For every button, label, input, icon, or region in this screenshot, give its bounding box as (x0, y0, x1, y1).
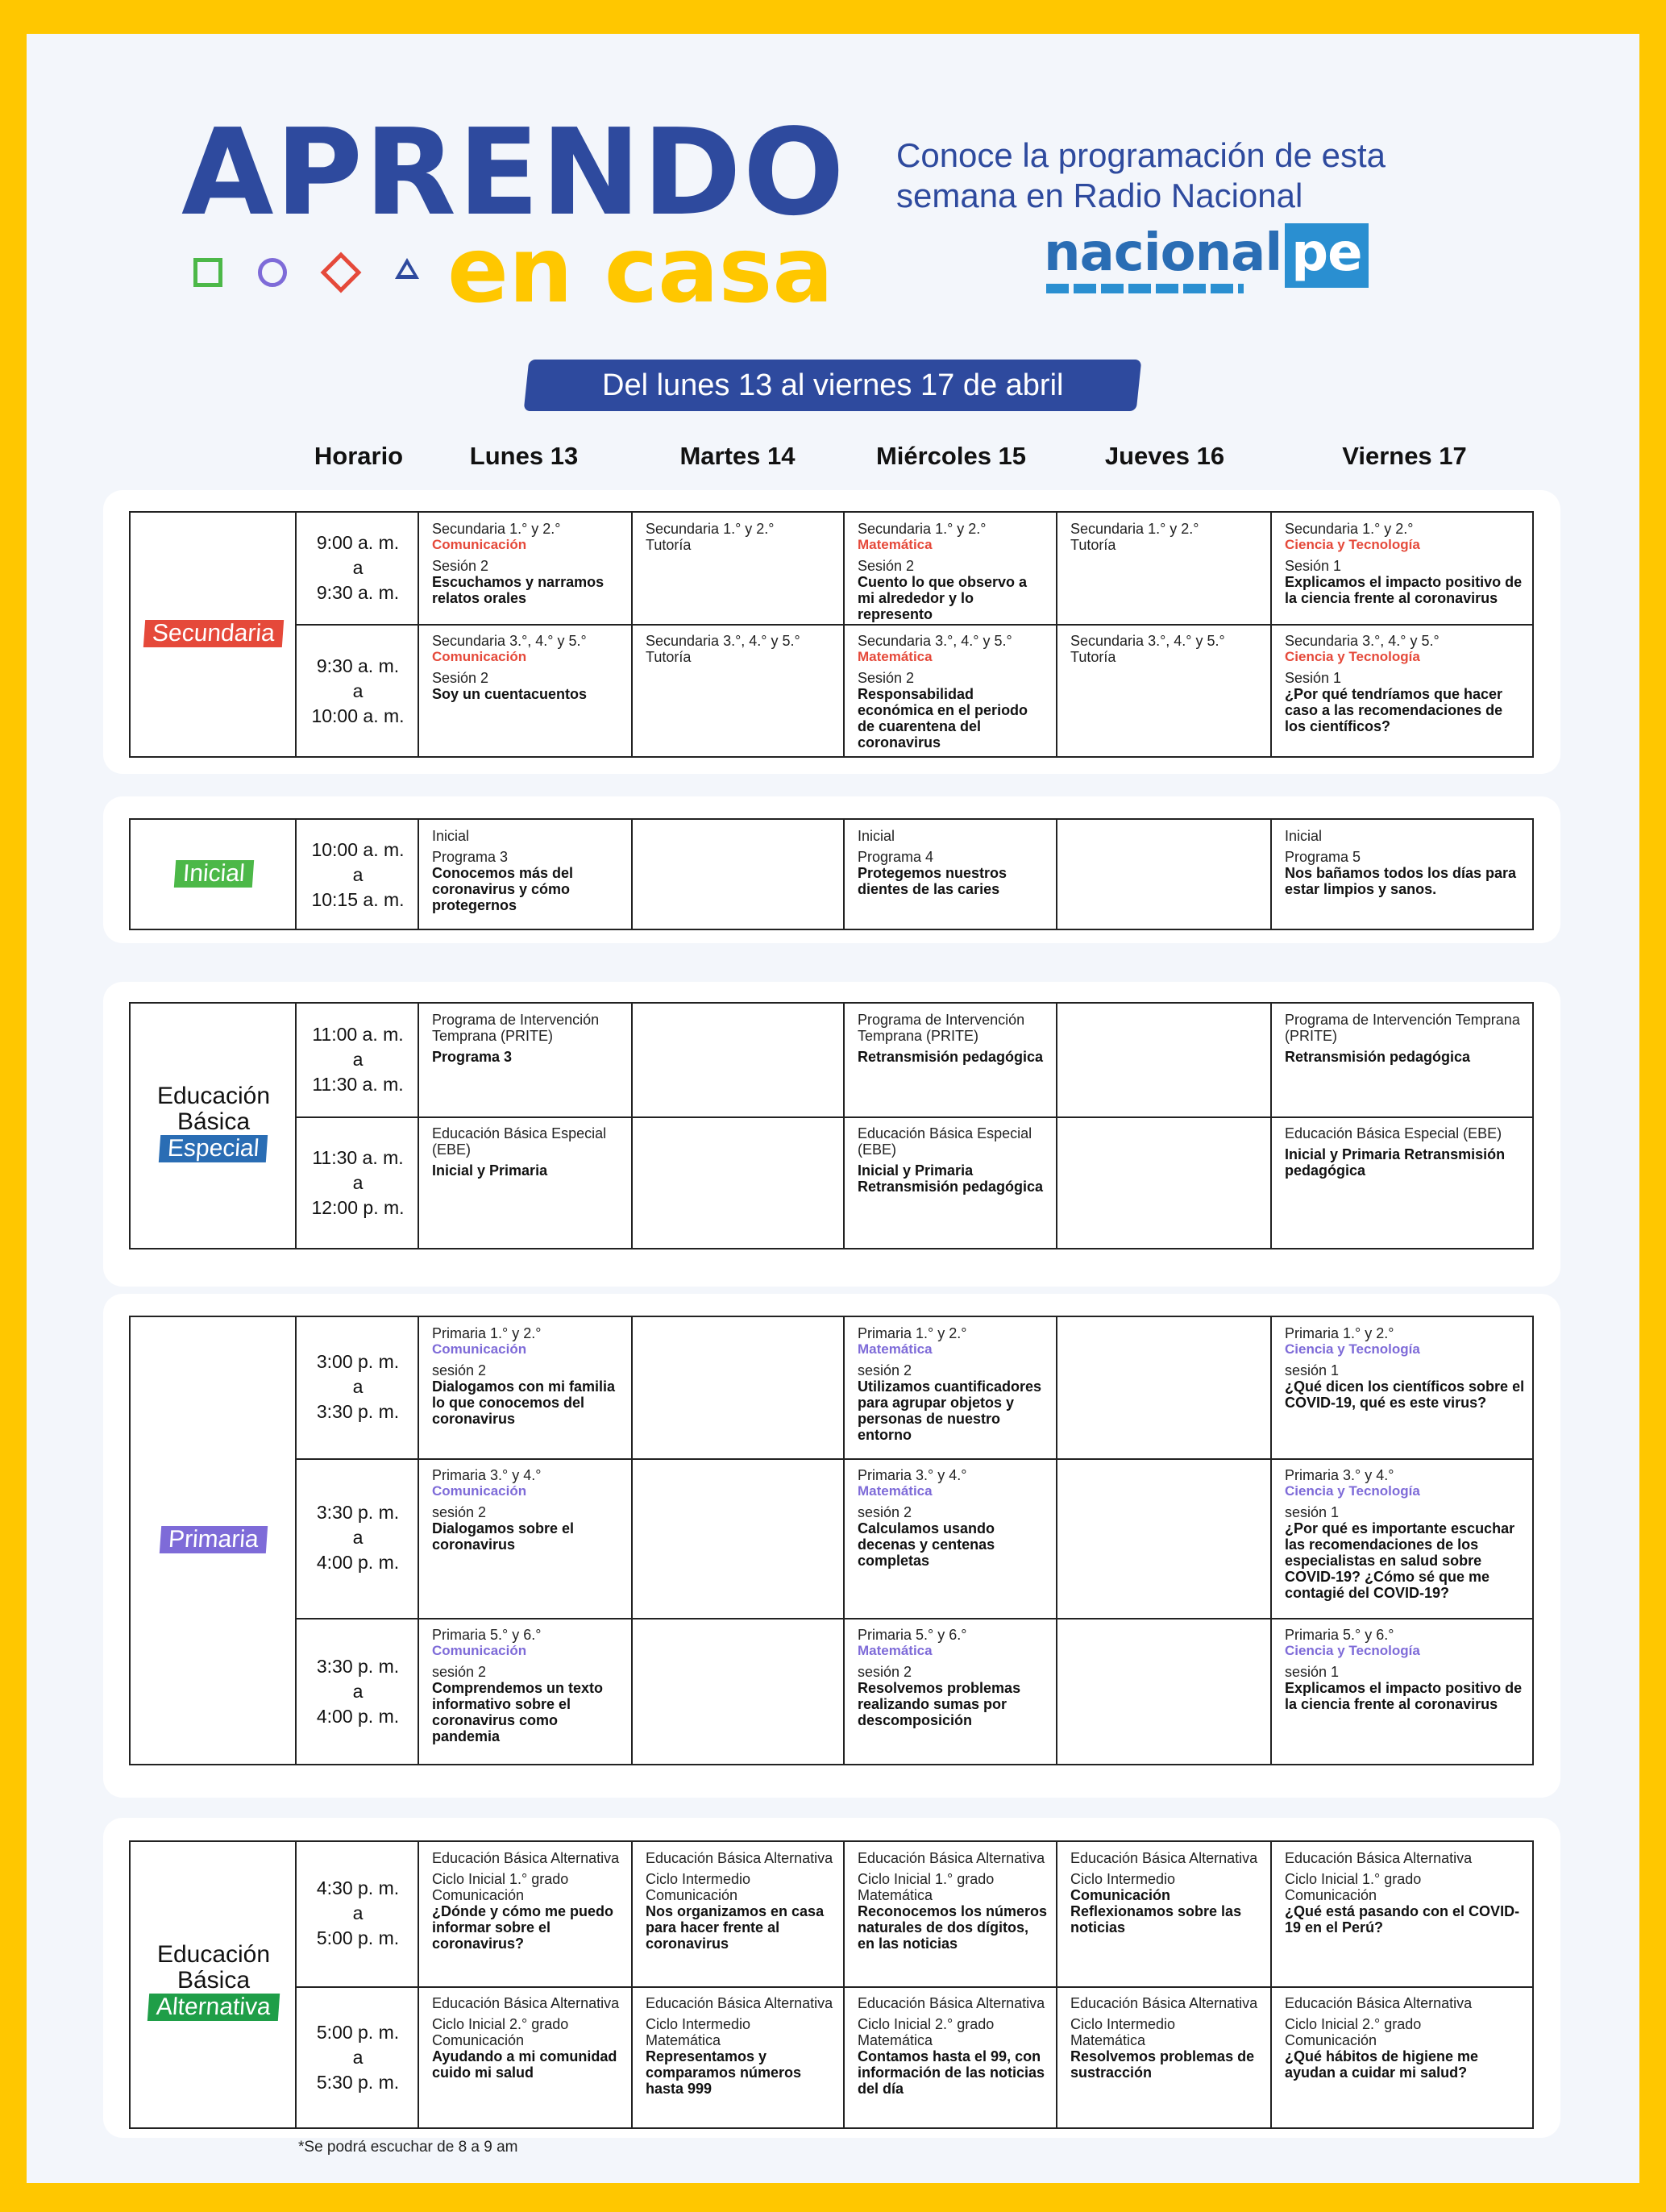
cell-grade: Educación Básica Alternativa (1285, 1995, 1473, 2011)
cell-grade: Primaria 3.° y 4.° (1285, 1467, 1394, 1483)
cell-session: Ciclo Intermedio (1070, 1871, 1176, 1887)
cell-subject: Matemática (858, 1483, 933, 1499)
schedule-cell (432, 633, 623, 702)
intro-line-1: Conoce la programación de esta (896, 136, 1386, 174)
table-column-divider (631, 513, 633, 756)
time-line: 11:00 a. m. (312, 1023, 404, 1045)
table-column-divider (1056, 820, 1057, 929)
cell-grade: Educación Básica Alternativa (858, 1995, 1045, 2011)
time-slot (297, 838, 419, 913)
cell-subject: Ciencia y Tecnología (1285, 537, 1420, 552)
cell-session: sesión 2 (432, 1664, 487, 1680)
schedule-cell (1285, 1467, 1526, 1601)
cell-subject: Ciencia y Tecnología (1285, 1643, 1420, 1658)
schedule-cell (858, 828, 1048, 897)
time-slot (297, 654, 419, 729)
inicial-label (131, 860, 297, 888)
table-column-divider (1270, 1317, 1272, 1764)
aprendo-logo: APRENDO (181, 103, 846, 242)
time-line: 10:00 a. m. (311, 705, 405, 726)
table-column-divider (843, 1004, 845, 1248)
cell-title: Resolvemos problemas de sustracción (1070, 2048, 1255, 2081)
label-badge-wrap (131, 860, 297, 888)
table-column-divider (1056, 1004, 1057, 1248)
time-slot (297, 1876, 419, 1951)
schedule-cell (1285, 1125, 1526, 1179)
cell-grade: Primaria 1.° y 2.° (1285, 1325, 1394, 1341)
schedule-cell (432, 1012, 623, 1065)
cell-extra: Tutoría (646, 537, 692, 553)
table-column-divider (631, 1842, 633, 2127)
cell-extra: Comunicación (432, 1887, 525, 1903)
cell-extra: Comunicación (1285, 2032, 1377, 2048)
cell-grade: Inicial (432, 828, 470, 844)
cell-title: ¿Qué está pasando con el COVID-19 en el Perú? (1285, 1903, 1520, 1936)
time-line: 9:00 a. m. (316, 531, 400, 553)
schedule-cell (858, 1627, 1048, 1728)
col-viernes: Viernes 17 (1342, 442, 1467, 470)
cell-title: Inicial y Primaria Retransmisión pedagógica (1285, 1146, 1506, 1179)
schedule-cell (858, 1850, 1048, 1952)
primaria-label (131, 1526, 297, 1553)
time-line: a (352, 1172, 364, 1193)
cell-grade: Secundaria 3.°, 4.° y 5.° (432, 633, 587, 649)
table-column-divider (843, 820, 845, 929)
schedule-cell (1285, 521, 1526, 606)
table-row-divider (297, 1986, 1532, 1988)
schedule-cell (1070, 1850, 1262, 1936)
cell-grade: Educación Básica Alternativa (432, 1850, 620, 1866)
cell-grade: Educación Básica Especial (EBE) (858, 1125, 1032, 1158)
col-lunes: Lunes 13 (469, 442, 579, 470)
cell-title: Dialogamos con mi familia lo que conocemos del coronavirus (432, 1378, 616, 1427)
cell-grade: Educación Básica Alternativa (1285, 1850, 1473, 1866)
alternativa-label (131, 1942, 297, 2021)
en-casa-logo: en casa (447, 218, 833, 323)
cell-title: Nos bañamos todos los días para estar limpios y sanos. (1285, 865, 1517, 897)
cell-title: Retransmisión pedagógica (858, 1049, 1044, 1065)
time-line: 11:30 a. m. (312, 1073, 404, 1095)
schedule-cell (1070, 1995, 1262, 2081)
time-line: 4:30 p. m. (316, 1877, 400, 1898)
inicial-badge: Inicial (173, 860, 253, 888)
intro-text (896, 135, 1606, 216)
cell-grade: Secundaria 1.° y 2.° (858, 521, 987, 537)
table-column-divider (1056, 1317, 1057, 1764)
cell-subject: Matemática (858, 1341, 933, 1357)
schedule-cell (1070, 633, 1262, 665)
time-line: a (352, 680, 364, 701)
cell-title: ¿Dónde y cómo me puedo informar sobre el coronavirus? (432, 1903, 614, 1952)
cell-subject: Comunicación (432, 1341, 527, 1357)
cell-session: Ciclo Inicial 2.° grado (858, 2016, 995, 2032)
schedule-cell (1285, 828, 1526, 897)
schedule-cell (1285, 633, 1526, 734)
col-horario: Horario (314, 442, 404, 470)
time-line: 5:30 p. m. (316, 2072, 400, 2093)
primaria-badge: Primaria (160, 1526, 268, 1553)
cell-title: Escuchamos y narramos relatos orales (432, 574, 604, 606)
table-column-divider (843, 1842, 845, 2127)
table-column-divider (843, 1317, 845, 1764)
cell-session: Programa 3 (432, 849, 509, 865)
time-slot (297, 2020, 419, 2095)
cell-session: Sesión 2 (858, 558, 915, 574)
time-line: 9:30 a. m. (316, 655, 400, 676)
cell-grade: Secundaria 1.° y 2.° (646, 521, 775, 537)
time-line: 5:00 p. m. (316, 1927, 400, 1948)
cell-extra: Tutoría (1070, 537, 1116, 553)
schedule-cell (858, 1325, 1048, 1443)
cell-session: sesión 1 (1285, 1504, 1340, 1520)
cell-subject: Matemática (858, 1643, 933, 1658)
cell-title: ¿Qué hábitos de higiene me ayudan a cuidar mi salud? (1285, 2048, 1479, 2081)
cell-title: Conocemos más del coronavirus y cómo protegernos (432, 865, 574, 913)
cell-title: Dialogamos sobre el coronavirus (432, 1520, 575, 1553)
cell-subject: Matemática (858, 649, 933, 664)
cell-title: Comunicación Reflexionamos sobre las noticias (1070, 1887, 1242, 1936)
table-column-divider (1270, 820, 1272, 929)
cell-extra: Tutoría (1070, 649, 1116, 665)
cell-grade: Primaria 1.° y 2.° (858, 1325, 967, 1341)
cell-grade: Secundaria 1.° y 2.° (1285, 521, 1414, 537)
cell-grade: Secundaria 1.° y 2.° (432, 521, 561, 537)
cell-subject: Ciencia y Tecnología (1285, 1483, 1420, 1499)
cell-session: Sesión 1 (1285, 558, 1342, 574)
radio-logo-lines (1046, 284, 1244, 293)
secundaria-badge: Secundaria (143, 620, 284, 647)
cell-grade: Primaria 5.° y 6.° (858, 1627, 967, 1643)
schedule-cell (1285, 1627, 1526, 1712)
schedule-cell (432, 1627, 623, 1744)
cell-session: Sesión 2 (432, 670, 489, 686)
cell-grade: Educación Básica Alternativa (1070, 1995, 1258, 2011)
cell-grade: Programa de Intervención Temprana (PRITE) (1285, 1012, 1520, 1044)
table-column-divider (1056, 513, 1057, 756)
schedule-cell (1285, 1850, 1526, 1936)
primaria-table (129, 1316, 1534, 1765)
cell-grade: Primaria 5.° y 6.° (432, 1627, 542, 1643)
schedule-cell (646, 521, 835, 553)
time-line: 11:30 a. m. (312, 1147, 404, 1168)
schedule-cell (858, 633, 1048, 750)
cell-grade: Secundaria 1.° y 2.° (1070, 521, 1199, 537)
cell-extra: Matemática (646, 2032, 721, 2048)
time-line: a (352, 1681, 364, 1702)
time-line: 3:30 p. m. (316, 1502, 400, 1523)
cell-extra: Tutoría (646, 649, 692, 665)
table-column-divider (1270, 1004, 1272, 1248)
col-miercoles: Miércoles 15 (875, 442, 1027, 470)
table-row-divider (297, 1116, 1532, 1118)
cell-grade: Programa de Intervención Temprana (PRITE) (858, 1012, 1025, 1044)
cell-session: Ciclo Inicial 1.° grado (858, 1871, 995, 1887)
radio-suffix: pe (1285, 223, 1368, 288)
cell-subject: Comunicación (432, 649, 527, 664)
cell-session: Programa 4 (858, 849, 934, 865)
cell-title: Inicial y Primaria Retransmisión pedagógica (858, 1162, 1044, 1195)
cell-grade: Inicial (858, 828, 895, 844)
time-line: 12:00 p. m. (311, 1197, 405, 1218)
cell-grade: Primaria 1.° y 2.° (432, 1325, 542, 1341)
cell-subject: Ciencia y Tecnología (1285, 649, 1420, 664)
schedule-cell (1070, 521, 1262, 553)
schedule-cell (432, 828, 623, 913)
cell-grade: Secundaria 3.°, 4.° y 5.° (646, 633, 800, 649)
table-row-divider (297, 1458, 1532, 1460)
cell-grade: Secundaria 3.°, 4.° y 5.° (858, 633, 1012, 649)
col-jueves: Jueves 16 (1104, 442, 1225, 470)
time-line: a (352, 556, 364, 578)
cell-grade: Educación Básica Especial (EBE) (432, 1125, 607, 1158)
time-line: a (352, 863, 364, 885)
time-line: 5:00 p. m. (316, 2022, 400, 2043)
label-badge-wrap (131, 620, 297, 647)
cell-session: Ciclo Inicial 2.° grado (1285, 2016, 1422, 2032)
footnote: *Se podrá escuchar de 8 a 9 am (298, 2139, 518, 2156)
inicial-table (129, 818, 1534, 930)
alternativa-table (129, 1840, 1534, 2129)
time-slot (297, 1146, 419, 1220)
time-slot (297, 530, 419, 605)
cell-session: Sesión 2 (432, 558, 489, 574)
time-line: 3:00 p. m. (316, 1351, 400, 1372)
label-line: Educación (156, 1941, 271, 1968)
especial-badge: Especial (159, 1135, 268, 1162)
cell-subject: Comunicación (432, 1643, 527, 1658)
time-line: a (352, 1376, 364, 1397)
circle-icon (258, 258, 287, 287)
cell-subject: Comunicación (432, 537, 527, 552)
cell-session: sesión 2 (858, 1362, 912, 1378)
cell-extra: Matemática (858, 1887, 933, 1903)
cell-session: sesión 2 (858, 1504, 912, 1520)
nacional-pe-logo (1044, 223, 1369, 283)
cell-subject: Comunicación (432, 1483, 527, 1499)
cell-session: Ciclo Inicial 1.° grado (1285, 1871, 1422, 1887)
cell-title: Cuento lo que observo a mi alrededor y lo represento (858, 574, 1028, 622)
table-column-divider (1270, 1842, 1272, 2127)
week-banner (524, 360, 1142, 411)
especial-label (131, 1083, 297, 1162)
cell-title: Resolvemos problemas realizando sumas por descomposición (858, 1680, 1021, 1728)
cell-title: ¿Por qué tendríamos que hacer caso a las recomendaciones de los científicos? (1285, 686, 1503, 734)
cell-session: sesión 1 (1285, 1362, 1340, 1378)
cell-grade: Primaria 5.° y 6.° (1285, 1627, 1394, 1643)
time-line: a (352, 2047, 364, 2068)
week-text: Del lunes 13 al viernes 17 de abril (601, 368, 1064, 402)
secundaria-table (129, 511, 1534, 758)
cell-session: Sesión 1 (1285, 670, 1342, 686)
label-line: Educación (156, 1082, 271, 1109)
col-martes: Martes 14 (679, 442, 796, 470)
square-icon (193, 258, 222, 287)
schedule-cell (432, 1995, 623, 2081)
intro-line-2: semana en Radio Nacional (896, 177, 1303, 214)
time-line: 9:30 a. m. (316, 581, 400, 603)
cell-extra: Matemática (858, 2032, 933, 2048)
cell-session: Ciclo Intermedio (646, 2016, 751, 2032)
cell-title: Representamos y comparamos números hasta 999 (646, 2048, 802, 2097)
radio-name: nacional (1044, 223, 1282, 283)
table-column-divider (631, 820, 633, 929)
table-column-divider (631, 1004, 633, 1248)
table-column-divider (631, 1317, 633, 1764)
cell-title: ¿Qué dicen los científicos sobre el COVID-19, qué es este virus? (1285, 1378, 1525, 1411)
time-slot (297, 1654, 419, 1729)
cell-title: Utilizamos cuantificadores para agrupar objetos y personas de nuestro entorno (858, 1378, 1042, 1443)
schedule-cell (1285, 1325, 1526, 1411)
cell-grade: Primaria 3.° y 4.° (858, 1467, 967, 1483)
schedule-cell (432, 1125, 623, 1179)
cell-title: Explicamos el impacto positivo de la ciencia frente al coronavirus (1285, 1680, 1523, 1712)
schedule-cell (858, 1012, 1048, 1065)
cell-title: Soy un cuentacuentos (432, 686, 588, 702)
cell-session: sesión 2 (432, 1362, 487, 1378)
cell-title: Reconocemos los números naturales de dos dígitos, en las noticias (858, 1903, 1048, 1952)
cell-title: Responsabilidad económica en el periodo de cuarentena del coronavirus (858, 686, 1028, 750)
schedule-cell (858, 1467, 1048, 1569)
secundaria-label (131, 620, 297, 647)
schedule-cell (432, 1850, 623, 1952)
cell-title: Inicial y Primaria (432, 1162, 548, 1179)
cell-grade: Educación Básica Especial (EBE) (1285, 1125, 1502, 1141)
table-row-divider (297, 1618, 1532, 1620)
label-badge-wrap (131, 1526, 297, 1553)
schedule-cell (858, 521, 1048, 622)
cell-extra: Comunicación (646, 1887, 738, 1903)
cell-session: sesión 2 (432, 1504, 487, 1520)
cell-title: Explicamos el impacto positivo de la ciencia frente al coronavirus (1285, 574, 1523, 606)
cell-session: Ciclo Intermedio (1070, 2016, 1176, 2032)
cell-title: Calculamos usando decenas y centenas completas (858, 1520, 995, 1569)
table-column-divider (1056, 1842, 1057, 2127)
cell-session: sesión 1 (1285, 1664, 1340, 1680)
cell-grade: Educación Básica Alternativa (646, 1850, 833, 1866)
cell-grade: Educación Básica Alternativa (432, 1995, 620, 2011)
table-column-divider (1270, 513, 1272, 756)
time-line: 10:15 a. m. (311, 888, 405, 910)
time-line: a (352, 1527, 364, 1548)
cell-grade: Secundaria 3.°, 4.° y 5.° (1070, 633, 1225, 649)
cell-session: Ciclo Inicial 1.° grado (432, 1871, 569, 1887)
cell-title: Ayudando a mi comunidad cuido mi salud (432, 2048, 617, 2081)
cell-session: Ciclo Intermedio (646, 1871, 751, 1887)
time-line: 3:30 p. m. (316, 1656, 400, 1677)
especial-table (129, 1002, 1534, 1249)
cell-subject: Matemática (858, 537, 933, 552)
cell-title: Retransmisión pedagógica (1285, 1049, 1471, 1065)
time-line: a (352, 1048, 364, 1070)
cell-subject: Ciencia y Tecnología (1285, 1341, 1420, 1357)
time-slot (297, 1349, 419, 1424)
cell-title: Protegemos nuestros dientes de las caries (858, 865, 1007, 897)
cell-title: Programa 3 (432, 1049, 513, 1065)
cell-session: Ciclo Inicial 2.° grado (432, 2016, 569, 2032)
time-line: 4:00 p. m. (316, 1552, 400, 1573)
cell-grade: Inicial (1285, 828, 1323, 844)
triangle-icon (395, 258, 419, 279)
cell-title: Comprendemos un texto informativo sobre el coronavirus como pandemia (432, 1680, 604, 1744)
cell-session: Sesión 2 (858, 670, 915, 686)
schedule-cell (646, 633, 835, 665)
cell-title: Nos organizamos en casa para hacer frente al coronavirus (646, 1903, 825, 1952)
cell-extra: Matemática (1070, 2032, 1146, 2048)
cell-grade: Primaria 3.° y 4.° (432, 1467, 542, 1483)
cell-grade: Programa de Intervención Temprana (PRITE) (432, 1012, 600, 1044)
cell-extra: Comunicación (432, 2032, 525, 2048)
label-line: Básica (177, 1967, 251, 1994)
cell-title: ¿Por qué es importante escuchar las recomendaciones de los especialistas en salud sobre COVID-19? ¿Cómo sé que me contagié del COVID-19? (1285, 1520, 1515, 1601)
cell-grade: Educación Básica Alternativa (858, 1850, 1045, 1866)
cell-title: Contamos hasta el 99, con información de las noticias del día (858, 2048, 1045, 2097)
cell-grade: Educación Básica Alternativa (1070, 1850, 1258, 1866)
cell-grade: Educación Básica Alternativa (646, 1995, 833, 2011)
schedule-cell (1285, 1012, 1526, 1065)
schedule-cell (646, 1995, 835, 2097)
schedule-cell (432, 1467, 623, 1553)
label-line: Básica (177, 1108, 251, 1135)
time-slot (297, 1022, 419, 1097)
schedule-cell (646, 1850, 835, 1952)
schedule-cell (858, 1995, 1048, 2097)
schedule-cell (432, 1325, 623, 1427)
cell-grade: Secundaria 3.°, 4.° y 5.° (1285, 633, 1440, 649)
schedule-cell (1285, 1995, 1526, 2081)
time-slot (297, 1500, 419, 1575)
table-column-divider (843, 513, 845, 756)
cell-extra: Comunicación (1285, 1887, 1377, 1903)
time-line: a (352, 1902, 364, 1923)
cell-session: Programa 5 (1285, 849, 1361, 865)
table-row-divider (297, 624, 1532, 626)
schedule-cell (432, 521, 623, 606)
cell-session: sesión 2 (858, 1664, 912, 1680)
label-badge-wrap (131, 1994, 297, 2021)
alternativa-badge: Alternativa (147, 1994, 280, 2021)
label-badge-wrap (131, 1135, 297, 1162)
time-line: 4:00 p. m. (316, 1706, 400, 1727)
schedule-cell (858, 1125, 1048, 1195)
time-line: 3:30 p. m. (316, 1401, 400, 1422)
time-line: 10:00 a. m. (311, 838, 405, 860)
